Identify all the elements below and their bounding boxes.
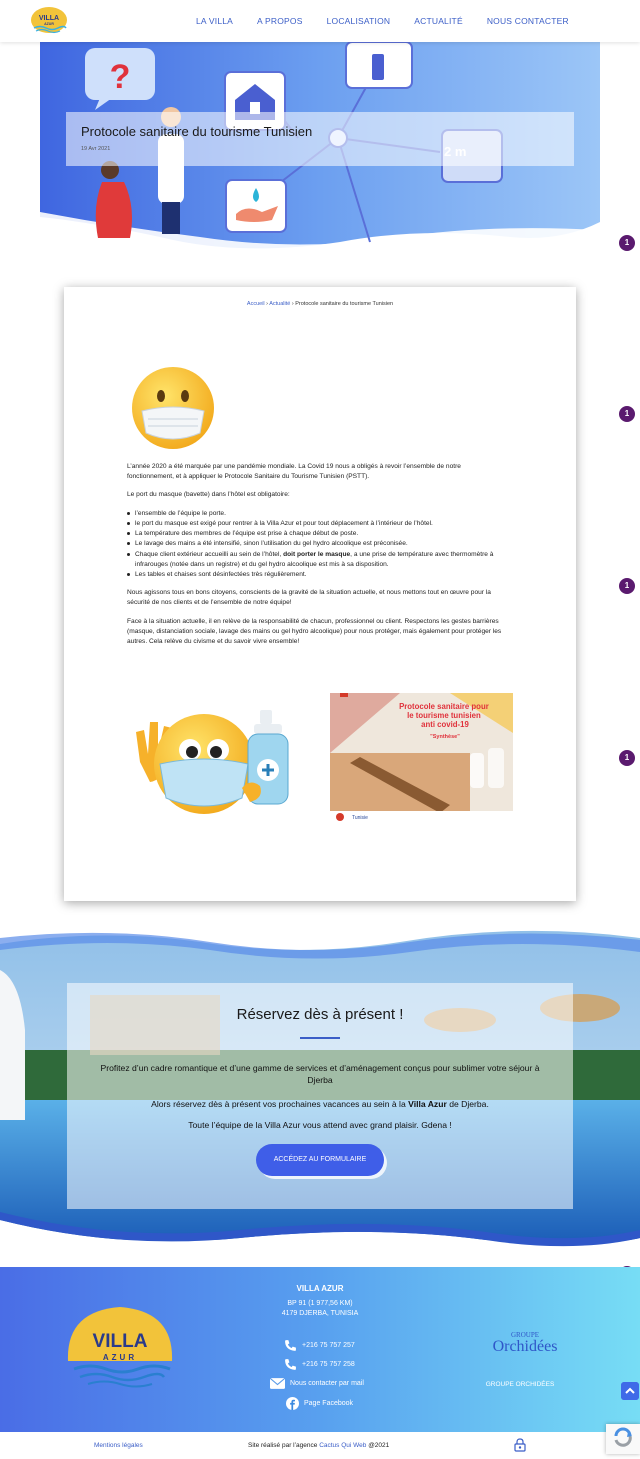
list-item-text: Chaque client extérieur accueilli au sein de l’hôtel,: [135, 550, 284, 558]
breadcrumb-actualite[interactable]: Actualité: [269, 301, 291, 307]
title-divider: [300, 1037, 340, 1039]
credit-text: Site réalisé par l’agence: [248, 1442, 320, 1449]
notification-badge[interactable]: 1: [619, 235, 635, 251]
envelope-icon: [270, 1377, 285, 1390]
footer-address: BP 91 (1 977,56 KM): [287, 1300, 353, 1307]
facebook-link-text: Page Facebook: [304, 1400, 354, 1407]
article-paragraph: L’année 2020 a été marquée par une pandémie mondiale. La Covid 19 nous a obligés à revoir l’ensemble de notre fonctionnement, et à appliquer le Protocole Sanitaire du Tourisme Tunisien (PSTT).: [127, 463, 461, 481]
post-date: 19 Avr 2021: [81, 146, 111, 152]
list-item: [127, 550, 507, 570]
reservation-title: Réservez dès à présent !: [236, 1006, 404, 1023]
reservation-text: [100, 1098, 540, 1110]
svg-text:Protocole sanitaire pour: Protocole sanitaire pour le tourisme tunisien anti covid-19: [399, 702, 489, 729]
hero-title-box: [66, 112, 574, 166]
villa-azur-logo[interactable]: [30, 6, 68, 36]
footer-address: 4179 DJERBA, TUNISIA: [281, 1310, 359, 1317]
article-paragraph: Nous agissons tous en bons citoyens, conscients de la gravité de la situation actuelle, et nous mettons tout en œuvre pour la sécurité de nos clients et de l’ensemble de notre équipe!: [127, 589, 491, 607]
footer-title: VILLA AZUR: [296, 1284, 344, 1293]
credit-text: @2021: [366, 1442, 390, 1449]
svg-text:?: ?: [109, 58, 131, 96]
poster-subtitle: "Synthèse": [430, 734, 460, 740]
list-item: le port du masque est exigé pour rentrer à la Villa Azur et pour tout déplacement à l’intérieur de l’hôtel.: [127, 519, 507, 529]
list-item: Le lavage des mains a été intensifié, sinon l’utilisation du gel hydro alcoolique est préconisée.: [127, 539, 507, 549]
reservation-text: Toute l’équipe de la Villa Azur vous attend avec grand plaisir. Gdena !: [188, 1120, 452, 1130]
list-item-bold: doit porter le masque: [283, 550, 351, 558]
groupe-logo-top: GROUPE: [510, 1331, 540, 1339]
footer-logo-villa: VILLA: [92, 1331, 148, 1352]
list-item: l’ensemble de l’équipe le porte.: [127, 509, 507, 519]
breadcrumb-current: Protocole sanitaire du tourisme Tunisien: [295, 301, 394, 307]
mail-link[interactable]: [270, 1377, 364, 1390]
main-nav: [196, 0, 593, 42]
svg-text:VILLA: VILLA: [38, 15, 60, 22]
reservation-text-part: de Djerba.: [446, 1099, 489, 1109]
groupe-logo-name: Orchidées: [492, 1338, 558, 1355]
breadcrumb: [64, 301, 576, 307]
bottom-bar: [0, 1432, 640, 1459]
footer-logo-azur: AZUR: [102, 1353, 138, 1362]
reservation-text-bold: Villa Azur: [408, 1099, 447, 1109]
groupe-orchidees-logo[interactable]: [480, 1327, 570, 1357]
masked-emoji-image: [130, 365, 216, 451]
phone-icon: [284, 1339, 297, 1352]
villa-azur-footer-logo[interactable]: [66, 1305, 174, 1389]
phone-number: +216 75 757 258: [302, 1361, 355, 1368]
page-title: Protocole sanitaire du tourisme Tunisien: [81, 124, 313, 139]
reservation-text-part: Alors réservez dès à présent vos prochaines vacances au sein à la: [151, 1099, 409, 1109]
svg-text:AZUR: AZUR: [44, 22, 54, 26]
reservation-text: Profitez d’un cadre romantique et d’une gamme de services et d’aménagement conçus pour sublimer votre séjour à Djerba: [100, 1063, 540, 1086]
nav-nous-contacter[interactable]: NOUS CONTACTER: [486, 16, 569, 26]
emoji-with-sanitizer-image: [130, 702, 304, 820]
agency-credit: [248, 1442, 389, 1449]
phone-icon: [284, 1358, 297, 1371]
breadcrumb-home[interactable]: Accueil: [246, 301, 265, 307]
legal-notice-link[interactable]: Mentions légales: [94, 1442, 143, 1449]
svg-text:Tunisie: Tunisie: [352, 815, 368, 821]
list-item: Les tables et chaises sont désinfectées très régulièrement.: [127, 570, 507, 580]
nav-a-propos[interactable]: A PROPOS: [257, 16, 303, 26]
list-item-text: , a une prise de température avec thermomètre à infrarouges (notée dans un registre) et du gel hydro alcoolique est mis à sa disposition.: [135, 550, 494, 568]
agency-link[interactable]: Cactus Qui Web: [319, 1442, 367, 1449]
article-paragraph: Face à la situation actuelle, il en relève de la responsabilité de chacun, professionnel ou client. Respectons les gestes barrières (masque, distanciation sociale, lavage des mains ou gel hydro alcoolique) pour nous protéger, mais également pour protéger les autres. Cela relève du civisme et du savoir vivre ensemble!: [127, 617, 502, 646]
phone-link[interactable]: [284, 1358, 355, 1371]
scroll-to-top-button[interactable]: [621, 1382, 639, 1400]
notification-badge[interactable]: 1: [619, 750, 635, 766]
nav-localisation[interactable]: LOCALISATION: [326, 16, 391, 26]
list-item: La température des membres de l’équipe est prise à chaque début de poste.: [127, 529, 507, 539]
protocol-poster-image: [330, 693, 513, 826]
notification-badge[interactable]: 1: [619, 406, 635, 422]
article-card: [64, 287, 576, 901]
facebook-icon: [286, 1397, 299, 1410]
phone-number: +216 75 757 257: [302, 1342, 355, 1349]
article-paragraph: Le port du masque (bavette) dans l’hôtel est obligatoire:: [127, 491, 290, 499]
recaptcha-badge[interactable]: [606, 1424, 640, 1454]
article-list: [127, 509, 507, 581]
nav-actualite[interactable]: ACTUALITÉ: [414, 16, 463, 26]
phone-link[interactable]: [284, 1339, 355, 1352]
site-header: [0, 0, 640, 42]
lock-icon[interactable]: [514, 1438, 526, 1452]
mail-link-text: Nous contacter par mail: [290, 1380, 364, 1387]
facebook-link[interactable]: [286, 1397, 353, 1410]
site-footer: [0, 1267, 640, 1432]
notification-badge[interactable]: 1: [619, 578, 635, 594]
groupe-orchidees-link[interactable]: GROUPE ORCHIDÉES: [485, 1381, 555, 1388]
breadcrumb-separator: ›: [290, 301, 296, 307]
breadcrumb-separator: ›: [264, 301, 270, 307]
article-body: [127, 462, 507, 655]
nav-la-villa[interactable]: LA VILLA: [196, 16, 234, 26]
form-access-button[interactable]: ACCÉDEZ AU FORMULAIRE: [256, 1144, 384, 1176]
